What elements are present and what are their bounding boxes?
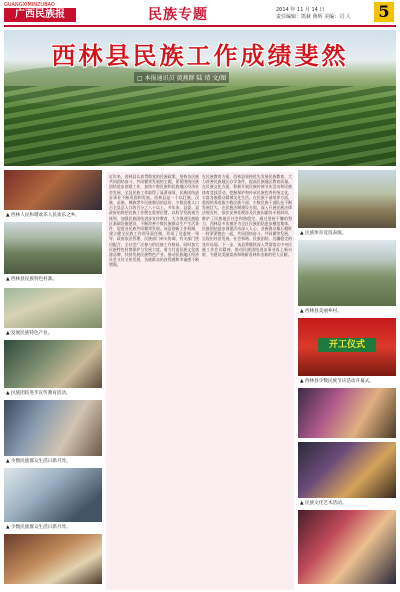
- photo-caption: ▲ 民族文化艺术活动。: [300, 501, 347, 506]
- photo-caption: ▲ 民族体育竞技表演。: [300, 231, 347, 236]
- masthead-pinyin: GUANGXIMINZUBAO: [4, 2, 55, 8]
- photo-industry: [4, 288, 102, 328]
- article-column-2: 在民族教育方面，西林县坚持优先发展民族教育，大力改善民族地区办学条件，提高民族地区教育质量。在民族文化方面，积极开展民族传统节庆活动和民族体育竞技活动，挖掘保护和传承民族优秀传统文化，丰富各族群众精神文化生活。在民族干部培养方面，重视培养选拔少数民族干部，少数民族干部队伍不断发展壮大。在民族法制建设方面，深入开展民族法律法规宣传，依法妥善处理涉及民族因素的矛盾纠纷，维护了民族地区社会和谐稳定。通过坚持不懈的努力，西林县多次被评为全区民族团结进步模范集体，民族团结进步创建活动深入人心，各族群众像石榴籽一样紧紧抱在一起，共同团结奋斗、共同繁荣发展，呈现出经济发展、社会和谐、民族团结、边疆稳定的良好局面。下一步，该县将继续深入贯彻落实中央民族工作会议精神，推动民族团结进步事业再上新台阶，为建设美丽富裕和谐新西林作出新的更大贡献。: [202, 174, 292, 258]
- photo-sports: [298, 170, 396, 228]
- photo-caption: ▲ 西林县少数民族节庆活动开幕式。: [300, 379, 374, 384]
- article-column-1: 近年来，西林县认真贯彻党的民族政策，坚持各民族共同团结奋斗、共同繁荣发展的主题，紧紧围绕民族团结进步创建工作，加快少数民族和民族地区经济社会发展，全县民族工作取得了显著成绩，民族团结进步事业不断巩固和发展。西林县是一个以壮族、汉族、苗族、彝族等多民族聚居的县份，少数民族人口占全县总人口的百分之八十以上。多年来，县委、县政府始终把民族工作摆在重要位置，以科学发展观为统领，加强民族团结进步宣传教育，大力推进民族地区基础设施建设，不断改善少数民族群众生产生活条件，促进各民族共同繁荣发展。该县创新工作机制，建立健全民族工作领导责任制，形成了党委统一领导、政府依法管理、民族部门牵头协调、有关部门密切配合、全社会广泛参与的民族工作格局。同时加大民族特色村寨保护与发展力度，着力打造民族文化旅游品牌，扶持发展民族特色产业，推动民族地区经济社会又好又快发展，各族群众的获得感和幸福感不断增强。: [109, 174, 199, 268]
- photo-market: [4, 534, 102, 584]
- section-title: 民族专题: [148, 7, 208, 23]
- hero-tea-rows: [4, 86, 396, 166]
- masthead-logo: 广西民族报: [4, 8, 76, 22]
- photo-people-gathering: [4, 170, 102, 210]
- ceremony-banner: 开工仪式: [318, 338, 376, 352]
- photo-caption: ▲ 少数民族群众生活日新月异。: [6, 459, 71, 464]
- photo-ceremony: [298, 318, 396, 376]
- photo-rural-landscape: [298, 240, 396, 306]
- photo-village: [4, 222, 102, 274]
- left-photo-column: [4, 170, 102, 590]
- issue-editors: 责任编辑：凯萩 蒋辉 美编：司 人: [276, 14, 351, 20]
- headline: 西林县民族工作成绩斐然: [51, 41, 349, 70]
- photo-caption: ▲ 民族团结进步宣传教育活动。: [6, 391, 71, 396]
- photo-residents: [4, 400, 102, 456]
- byline: □ 本报通讯员 黄燕群 陆 靖 文/图: [134, 72, 229, 83]
- photo-performers: [298, 510, 396, 584]
- photo-caption: ▲ 西林人民和谐欢乐人民欢乐之乡。: [6, 213, 80, 218]
- photo-costume: [298, 442, 396, 498]
- photo-education: [4, 340, 102, 388]
- photo-caption: ▲ 西林县美丽乡村。: [300, 309, 342, 314]
- right-photo-column: [298, 170, 396, 590]
- page-header: [0, 0, 400, 26]
- photo-caption: ▲ 少数民族群众生活日新月异。: [6, 525, 71, 530]
- photo-computer-class: [4, 468, 102, 522]
- article-body: [106, 172, 294, 590]
- photo-festival: [298, 388, 396, 438]
- page-number-badge: 5: [374, 2, 394, 22]
- photo-caption: ▲ 发展民族特色产业。: [6, 331, 53, 336]
- photo-caption: ▲ 西林县民族特色村寨。: [6, 277, 57, 282]
- header-divider: [4, 25, 396, 27]
- hero-photo: [4, 30, 396, 166]
- issue-date: 2014 年 11 月 14 日: [276, 7, 325, 13]
